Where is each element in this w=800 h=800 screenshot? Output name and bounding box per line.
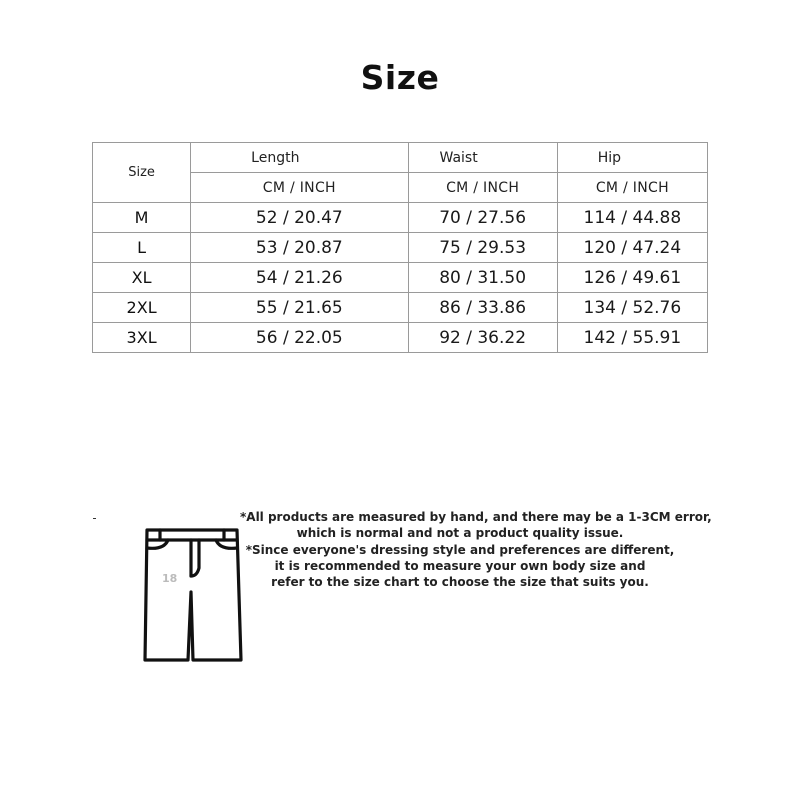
table-row <box>93 233 708 263</box>
length-cell: 55 / 21.65 <box>191 293 408 323</box>
hip-cell: 142 / 55.91 <box>557 323 707 353</box>
table-row <box>93 203 708 233</box>
hip-cell: 134 / 52.76 <box>557 293 707 323</box>
page-title: Size <box>360 58 440 97</box>
size-cell: 2XL <box>93 293 191 323</box>
size-column-header: Size <box>93 143 191 203</box>
length-cell: 53 / 20.87 <box>191 233 408 263</box>
hip-cell: 114 / 44.88 <box>557 203 707 233</box>
note-line: which is normal and not a product quality issue. <box>296 526 624 541</box>
size-cell: L <box>93 233 191 263</box>
svg-text:18: 18 <box>162 572 178 585</box>
length-cell: 54 / 21.26 <box>191 263 408 293</box>
table-row <box>93 263 708 293</box>
length-cell: 52 / 20.47 <box>191 203 408 233</box>
length-header: Length <box>191 143 408 173</box>
pants-icon <box>140 526 244 668</box>
waist-header: Waist <box>408 143 557 173</box>
measure-header-row <box>93 143 708 173</box>
note-line: *Since everyone's dressing style and preferences are different, <box>245 542 675 557</box>
hip-cell: 120 / 47.24 <box>557 233 707 263</box>
length-cell: 56 / 22.05 <box>191 323 408 353</box>
table-row <box>93 323 708 353</box>
waist-cell: 80 / 31.50 <box>408 263 557 293</box>
size-chart-table <box>92 142 708 353</box>
waist-unit-header: CM / INCH <box>408 173 557 203</box>
stray-mark <box>93 518 96 519</box>
hip-unit-header: CM / INCH <box>557 173 707 203</box>
hip-header: Hip <box>557 143 707 173</box>
size-cell: M <box>93 203 191 233</box>
note-line: *All products are measured by hand, and there may be a 1-3CM error, <box>240 510 712 524</box>
table-row <box>93 293 708 323</box>
hip-cell: 126 / 49.61 <box>557 263 707 293</box>
size-cell: XL <box>93 263 191 293</box>
note-line: refer to the size chart to choose the size that suits you. <box>271 575 649 590</box>
length-unit-header: CM / INCH <box>191 173 408 203</box>
note-line: it is recommended to measure your own body size and <box>274 558 646 573</box>
waist-cell: 86 / 33.86 <box>408 293 557 323</box>
waist-cell: 70 / 27.56 <box>408 203 557 233</box>
size-cell: 3XL <box>93 323 191 353</box>
measurement-notes <box>240 509 712 590</box>
waist-cell: 75 / 29.53 <box>408 233 557 263</box>
waist-cell: 92 / 36.22 <box>408 323 557 353</box>
